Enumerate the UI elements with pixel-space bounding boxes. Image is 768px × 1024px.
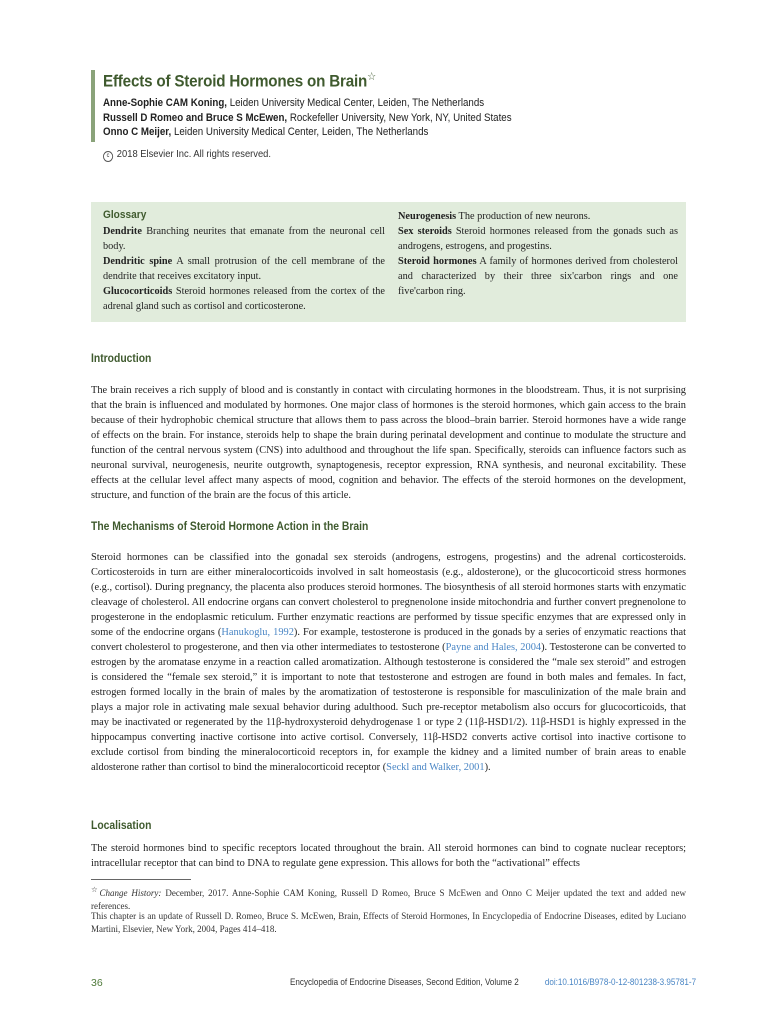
glossary-entry <box>103 224 385 254</box>
glossary-term: Glucocorticoids <box>103 286 173 297</box>
paragraph-text: ). For example, testosterone is produced in the gonads by a series of enzymatic reactions that convert cholesterol to progesterone, and then via other intermediates to testosterone ( <box>91 627 687 653</box>
glossary-column-right <box>398 209 678 299</box>
copyright-notice <box>103 149 271 162</box>
section-heading-localisation: Localisation <box>91 820 152 832</box>
footnote-divider <box>91 879 191 880</box>
glossary-entry <box>398 254 678 299</box>
localisation-paragraph: The steroid hormones bind to specific receptors located throughout the brain. All steroid hormones can bind to cognate nuclear receptors; intracellular receptor that can bind to DNA to regulate gene expression. This allows for both the “activational” effects <box>91 843 686 869</box>
glossary-entry <box>398 209 678 224</box>
glossary-definition: The production of new neurons. <box>456 211 591 222</box>
glossary-definition: A family of hormones derived from cholesterol and characterized by their three six'carbon rings and one five'carbon ring. <box>398 256 678 297</box>
glossary-term: Sex steroids <box>398 226 452 237</box>
paragraph-text: ). Testosterone can be converted to estrogen by the aromatase enzyme in a reaction called aromatization. Although testosterone is considered the “male sex steroid” and estrogen is considered the “female sex steroid,” it is important to note that testosterone and estrogen are found in both males and females. In fact, estrogen formed locally in the brain of males by the aromatization of testosterone is responsible for masculinization of the male brain and plays a major role in activating male sexual behavior during adulthood. Such pre-receptor metabolism also occurs for glucocorticoids, that may be inactivated or regenerated by the 11β-hydroxysteroid dehydrogenase 1 or type 2 (11β-HSD1/2). 11β-HSD1 is highly expressed in the hippocampus converting inactive cortisone into active cortisol. Conversely, 11β-HSD2 converts active cortisol into inactive cortisone to exclude cortisol from binding the mineralocorticoid receptors in, for example the kidney and a limited number of brain areas to enable aldosterone rather than cortisol to bind the mineralocorticoid receptor ( <box>91 642 686 773</box>
doi-link[interactable]: doi:10.1016/B978-0-12-801238-3.95781-7 <box>544 977 696 987</box>
journal-title: Encyclopedia of Endocrine Diseases, Second Edition, Volume 2 <box>290 977 519 987</box>
glossary-definition: Steroid hormones released from the gonads such as androgens, estrogens, and progestins. <box>398 226 678 252</box>
author-line <box>103 125 512 140</box>
glossary-definition: Steroid hormones released from the cortex of the adrenal gland such as cortisol and corticosterone. <box>103 286 385 312</box>
footnote-star-icon: ☆ <box>91 885 100 894</box>
glossary-term: Steroid hormones <box>398 256 477 267</box>
glossary-entry <box>103 284 385 314</box>
paragraph-text: ). <box>484 762 491 773</box>
section-heading-mechanisms: The Mechanisms of Steroid Hormone Action in the Brain <box>91 521 369 533</box>
glossary-entry <box>103 254 385 284</box>
author-affiliation: Leiden University Medical Center, Leiden, The Netherlands <box>226 97 485 109</box>
glossary-entry <box>398 224 678 254</box>
update-footnote: This chapter is an update of Russell D. Romeo, Bruce S. McEwen, Brain, Effects of Steroid Hormones, In Encyclopedia of Endocrine Diseases, edited by Luciano Martini, Elsevier, New York, 2004, Pages 414–418. <box>91 911 686 934</box>
article-title <box>103 70 376 92</box>
copyright-icon: c <box>103 151 113 162</box>
section-heading-introduction: Introduction <box>91 353 152 365</box>
glossary-term: Neurogenesis <box>398 211 457 222</box>
citation-link[interactable]: Hanukoglu, 1992 <box>221 627 294 638</box>
mechanisms-paragraph <box>91 550 686 775</box>
article-title-text: Effects of Steroid Hormones on Brain <box>103 72 368 91</box>
glossary-term: Dendritic spine <box>103 256 173 267</box>
author-affiliation: Rockefeller University, New York, NY, United States <box>287 111 512 124</box>
glossary-term: Dendrite <box>103 226 142 237</box>
glossary-definition: A small protrusion of the cell membrane of the dendrite that receives excitatory input. <box>103 256 385 282</box>
paragraph-text: Steroid hormones can be classified into the gonadal sex steroids (androgens, estrogens, progestins) and the adrenal corticosteroids. Corticosteroids in turn are either mineralocorticoids involved in salt homeostasis (e.g., aldosterone), or the glucocorticoid stress hormones (e.g., cortisol). During pregnancy, the placenta also produces steroid hormones. The biosynthesis of all steroid hormones starts with enzymatic cleavage of cholesterol. All endocrine organs can convert cholesterol to pregnenolone inside mitochondria and further convert pregnenolone to progesterone in the endoplasmic reticulum. Further enzymatic reactions are performed by tissue specific enzymes that are expressed only in some of the endocrine organs ( <box>91 552 686 638</box>
author-line <box>103 111 512 126</box>
header-accent-bar <box>91 70 95 142</box>
page-number: 36 <box>91 977 103 989</box>
author-line <box>103 96 512 111</box>
author-name: Russell D Romeo and Bruce S McEwen, <box>103 111 288 124</box>
copyright-text: 2018 Elsevier Inc. All rights reserved. <box>116 149 272 160</box>
author-list <box>103 96 512 140</box>
author-affiliation: Leiden University Medical Center, Leiden, The Netherlands <box>171 126 429 138</box>
glossary-title: Glossary <box>103 209 147 221</box>
glossary-definition: Branching neurites that emanate from the neuronal cell body. <box>103 226 385 252</box>
change-history-star-icon[interactable]: ☆ <box>367 71 377 83</box>
glossary-box <box>91 202 686 322</box>
citation-link[interactable]: Payne and Hales, 2004 <box>445 642 542 653</box>
change-history-footnote <box>91 884 686 912</box>
footnote-text: December, 2017. Anne-Sophie CAM Koning, Russell D Romeo, Bruce S McEwen and Onno C Meijer updated the text and added new references. <box>91 888 686 911</box>
page-footer <box>91 977 696 991</box>
author-name: Anne-Sophie CAM Koning, <box>103 97 227 109</box>
introduction-paragraph: The brain receives a rich supply of blood and is constantly in contact with circulating hormones in the bloodstream. Thus, it is not surprising that the brain is influenced and modulated by hormones. One major class of hormones is the steroid hormones, which gain access to the brain because of their hydrophobic chemical structure that allows them to pass across the blood–brain barrier. Steroid hormones have a wide range of effects on the brain. For instance, steroids help to shape the brain during perinatal development and continue to modulate the structure and function of the central nervous system (CNS) into adulthood and throughout the life span. Specifically, steroids can influence factors such as neuronal survival, neurogenesis, neurite outgrowth, synaptogenesis, receptor expression, RNA synthesis, and neuronal excitability. These effects at the cellular level affect many aspects of mood, cognition and behavior. The effects of the steroid hormones on the development, structure, and function of the brain are the focus of this article. <box>91 385 686 501</box>
glossary-column-left <box>103 208 385 314</box>
author-name: Onno C Meijer, <box>103 126 172 138</box>
footnote-label: Change History: <box>99 888 162 898</box>
citation-link[interactable]: Seckl and Walker, 2001 <box>386 762 485 773</box>
